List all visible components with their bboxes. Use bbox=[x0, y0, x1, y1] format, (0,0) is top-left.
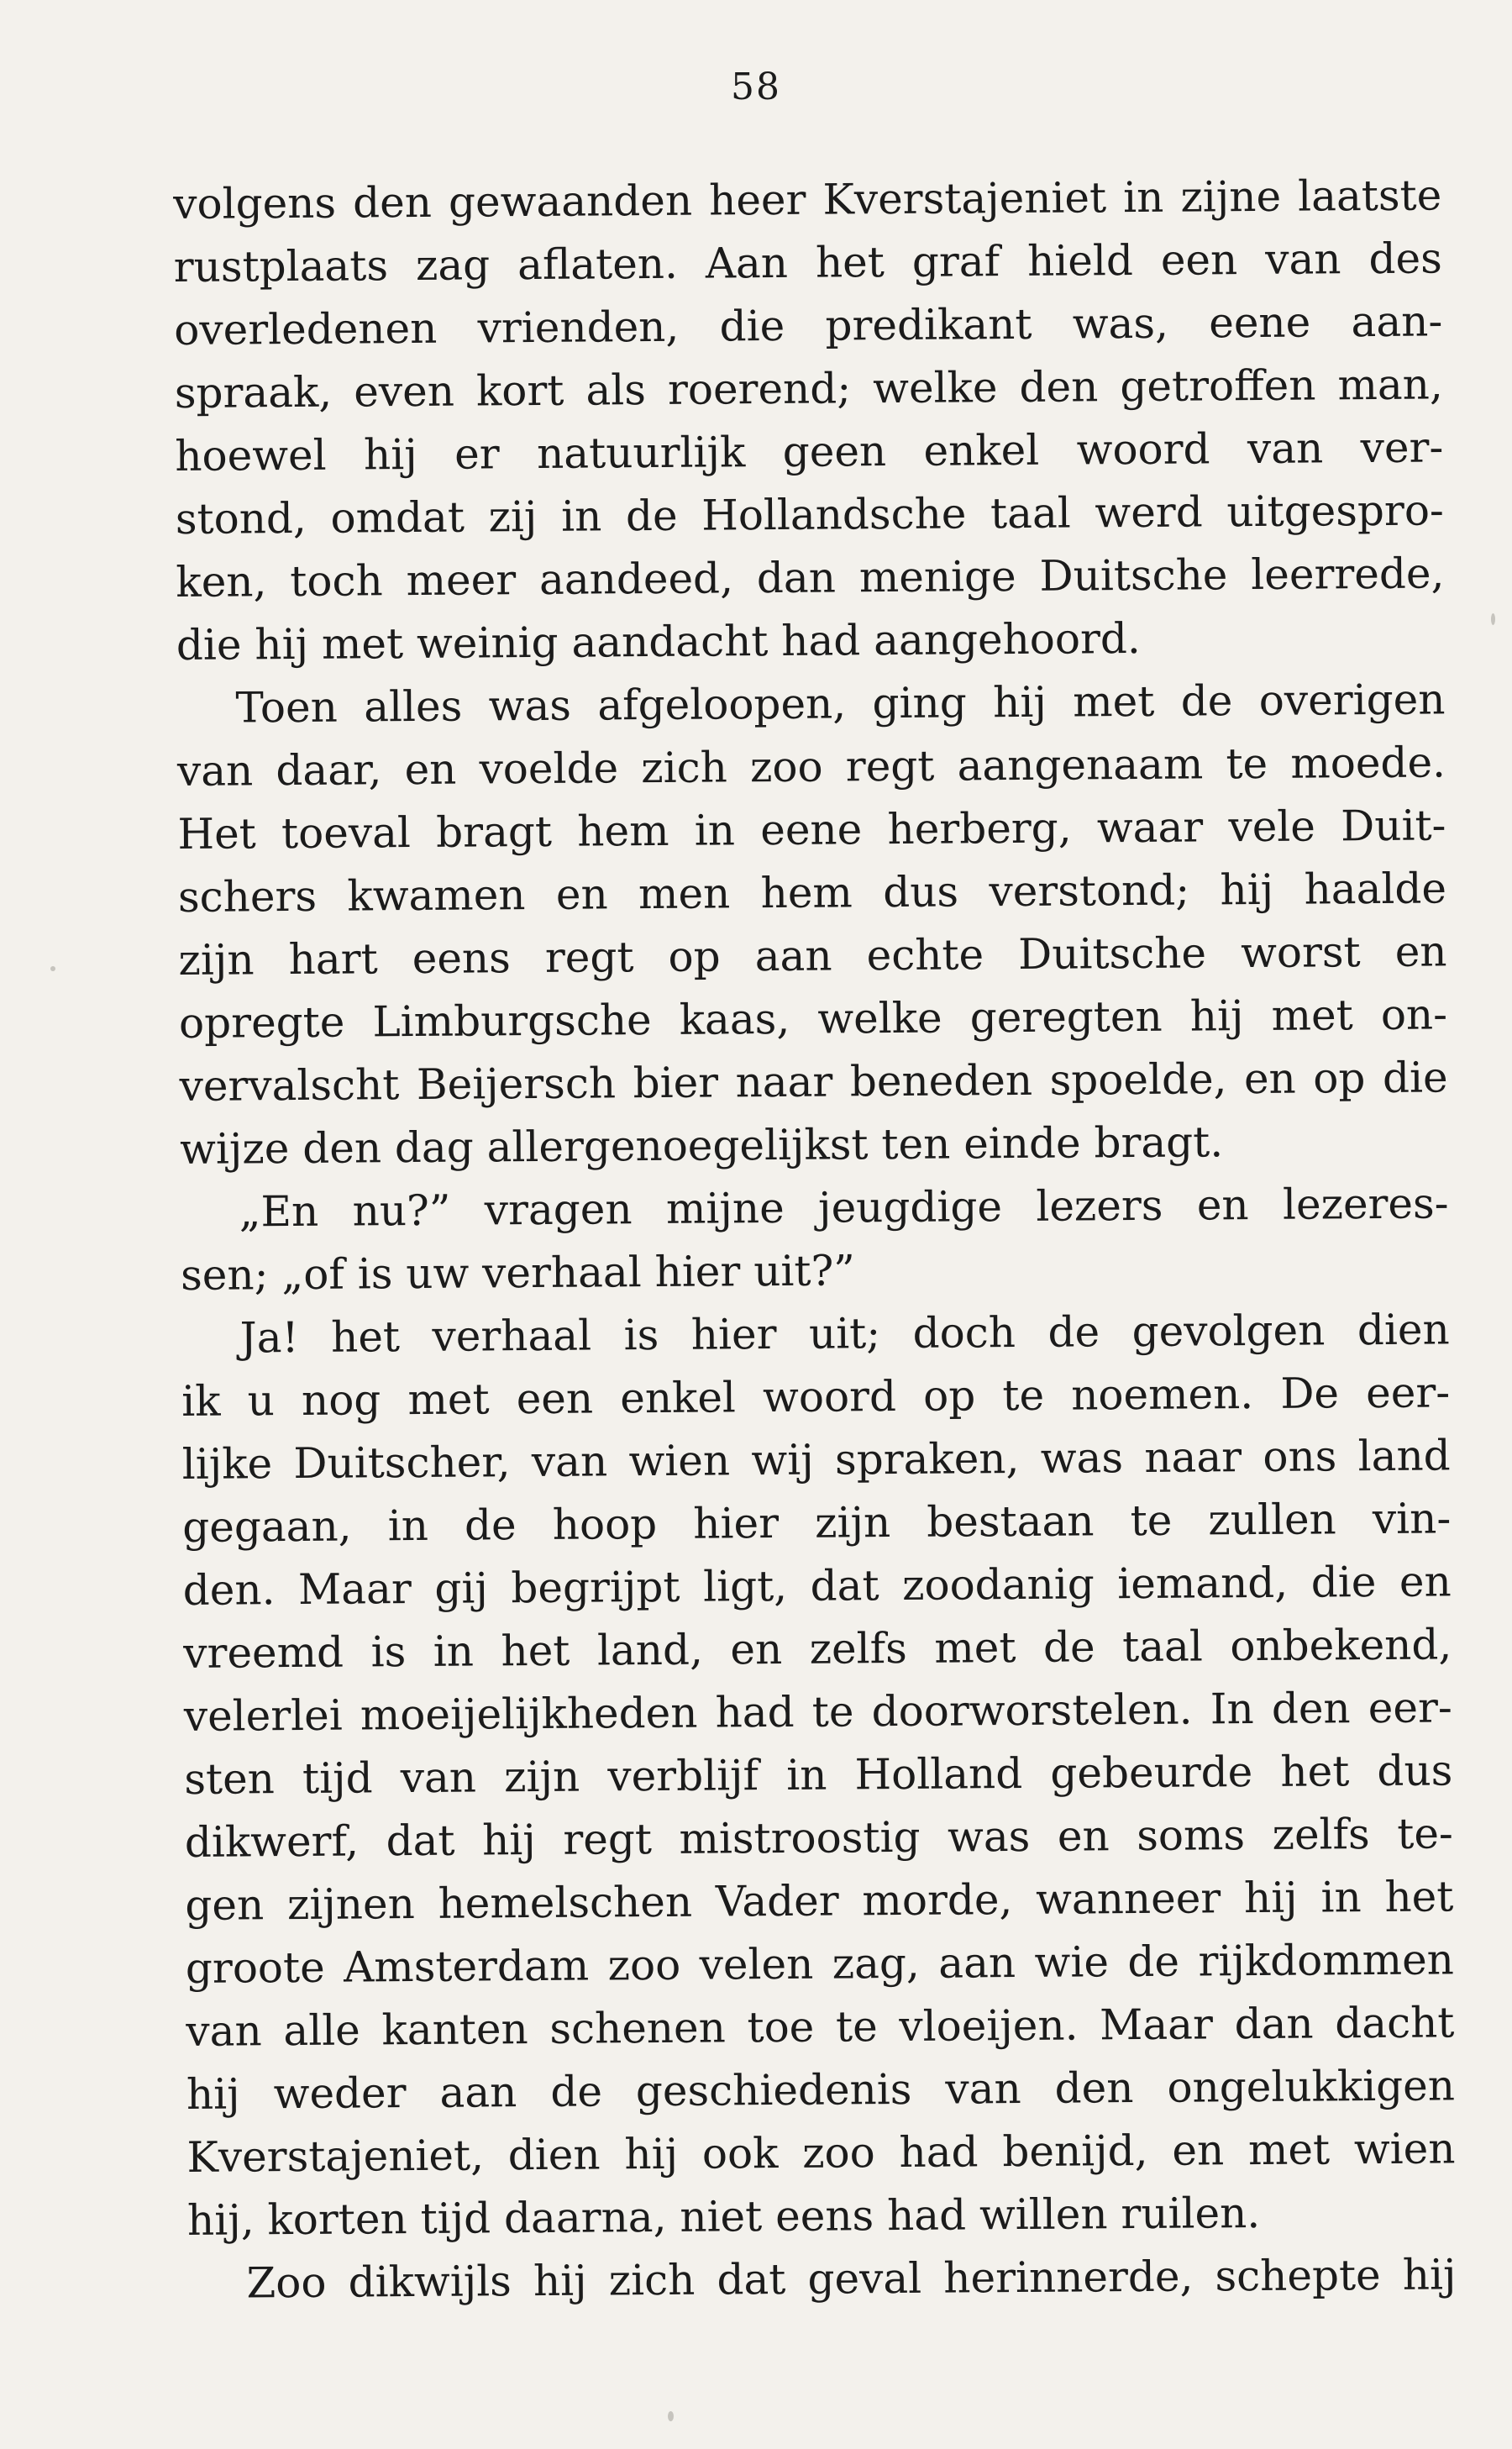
text-line: die hij met weinig aandacht had aangehoord. bbox=[176, 613, 1142, 670]
text-line: ik u nog met een enkel woord op te noemen. De eer- bbox=[181, 1368, 1451, 1426]
text-line: „En nu?” vragen mijne jeugdige lezers en lezeres- bbox=[239, 1179, 1449, 1237]
text-line: dikwerf, dat hij regt mistroostig was en soms zelfs te- bbox=[184, 1809, 1454, 1867]
text-line: gen zijnen hemelschen Vader morde, wanneer hij in het bbox=[185, 1872, 1454, 1930]
text-line: hij weder aan de geschiedenis van den ongelukkigen bbox=[186, 2061, 1456, 2119]
paper-speck bbox=[1491, 613, 1495, 625]
text-line: lijke Duitscher, van wien wij spraken, was naar ons land bbox=[181, 1431, 1451, 1489]
text-line: volgens den gewaanden heer Kverstajeniet in zijne laatste bbox=[173, 171, 1442, 229]
text-line: groote Amsterdam zoo velen zag, aan wie de rijkdommen bbox=[185, 1935, 1455, 1993]
text-line: Kverstajeniet, dien hij ook zoo had benijd, en met wien bbox=[186, 2124, 1456, 2182]
text-line: van daar, en voelde zich zoo regt aangenaam te moede. bbox=[176, 738, 1446, 796]
text-line: spraak, even kort als roerend; welke den getroffen man, bbox=[174, 360, 1443, 418]
text-line: ken, toch meer aandeed, dan menige Duitsche leerrede, bbox=[176, 549, 1445, 607]
text-line: Toen alles was afgeloopen, ging hij met de overigen bbox=[235, 675, 1446, 733]
text-line: den. Maar gij begrijpt ligt, dat zoodanig iemand, die en bbox=[182, 1557, 1452, 1615]
text-line: schers kwamen en men hem dus verstond; hij haalde bbox=[177, 864, 1447, 922]
text-line: gegaan, in de hoop hier zijn bestaan te zullen vin- bbox=[182, 1494, 1452, 1552]
text-line: Het toeval bragt hem in eene herberg, waar vele Duit- bbox=[177, 801, 1446, 859]
text-line: vervalscht Beijersch bier naar beneden spoelde, en op die bbox=[179, 1053, 1448, 1111]
text-line: overledenen vrienden, die predikant was, eene aan- bbox=[174, 297, 1443, 355]
page-number: 58 bbox=[731, 66, 781, 108]
text-line: opregte Limburgsche kaas, welke geregten hij met on- bbox=[178, 990, 1448, 1048]
text-line: vreemd is in het land, en zelfs met de taal onbekend, bbox=[183, 1620, 1452, 1678]
body-text bbox=[173, 164, 1457, 2315]
text-line: wijze den dag allergenoegelijkst ten einde bragt. bbox=[179, 1117, 1224, 1174]
text-line: Zoo dikwijls hij zich dat geval herinnerde, schepte hij bbox=[246, 2250, 1457, 2308]
paper-speck bbox=[50, 966, 55, 971]
text-line: hoewel hij er natuurlijk geen enkel woord van ver- bbox=[175, 423, 1444, 481]
text-line: sen; „of is uw verhaal hier uit?” bbox=[180, 1246, 856, 1300]
text-line: rustplaats zag aflaten. Aan het graf hield een van des bbox=[173, 234, 1442, 292]
text-line: hij, korten tijd daarna, niet eens had willen ruilen. bbox=[186, 2189, 1261, 2245]
text-line: Ja! het verhaal is hier uit; doch de gevolgen dien bbox=[239, 1305, 1450, 1363]
text-line: sten tijd van zijn verblijf in Holland gebeurde het dus bbox=[184, 1746, 1453, 1804]
text-line: stond, omdat zij in de Hollandsche taal werd uitgespro- bbox=[175, 486, 1445, 544]
paper-speck bbox=[668, 2411, 674, 2421]
text-line: zijn hart eens regt op aan echte Duitsche worst en bbox=[178, 927, 1447, 985]
text-line: velerlei moeijelijkheden had te doorworstelen. In den eer- bbox=[183, 1683, 1452, 1741]
text-line: van alle kanten schenen toe te vloeijen. Maar dan dacht bbox=[186, 1998, 1455, 2056]
